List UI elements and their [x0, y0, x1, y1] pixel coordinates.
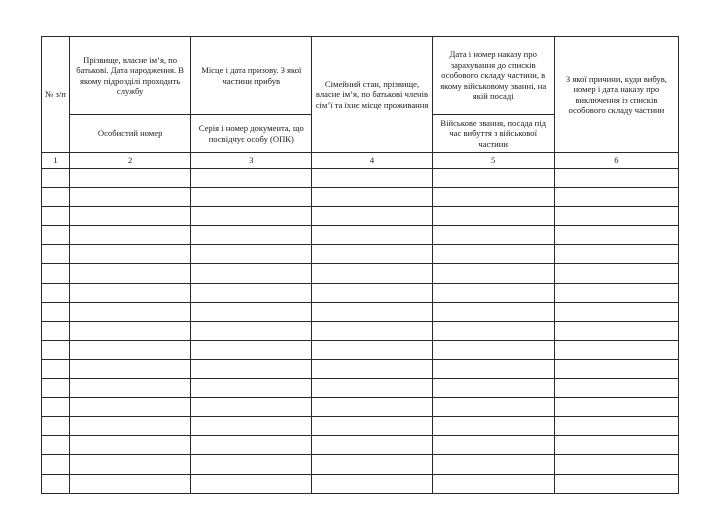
table-cell[interactable]: [312, 321, 432, 340]
table-cell[interactable]: [554, 226, 678, 245]
table-cell[interactable]: [42, 169, 70, 188]
table-cell[interactable]: [432, 359, 554, 378]
table-cell[interactable]: [42, 417, 70, 436]
table-cell[interactable]: [70, 455, 191, 474]
table-cell[interactable]: [312, 340, 432, 359]
table-cell[interactable]: [191, 245, 312, 264]
table-cell[interactable]: [554, 302, 678, 321]
table-cell[interactable]: [432, 436, 554, 455]
table-cell[interactable]: [554, 169, 678, 188]
table-cell[interactable]: [432, 245, 554, 264]
table-cell[interactable]: [191, 474, 312, 493]
table-cell[interactable]: [312, 417, 432, 436]
table-cell[interactable]: [554, 379, 678, 398]
table-cell[interactable]: [42, 302, 70, 321]
table-cell[interactable]: [42, 264, 70, 283]
table-row: [42, 283, 679, 302]
table-cell[interactable]: [191, 340, 312, 359]
column-number: 1: [42, 153, 70, 169]
table-cell[interactable]: [191, 169, 312, 188]
table-cell[interactable]: [554, 455, 678, 474]
table-cell[interactable]: [42, 474, 70, 493]
table-cell[interactable]: [191, 436, 312, 455]
table-cell[interactable]: [312, 398, 432, 417]
table-cell[interactable]: [554, 321, 678, 340]
table-cell[interactable]: [554, 340, 678, 359]
table-cell[interactable]: [70, 207, 191, 226]
table-cell[interactable]: [42, 455, 70, 474]
table-cell[interactable]: [42, 207, 70, 226]
table-cell[interactable]: [191, 264, 312, 283]
table-cell[interactable]: [70, 474, 191, 493]
column-number: 5: [432, 153, 554, 169]
table-cell[interactable]: [432, 302, 554, 321]
table-cell[interactable]: [432, 340, 554, 359]
table-cell[interactable]: [42, 398, 70, 417]
table-row: [42, 436, 679, 455]
table-cell[interactable]: [554, 417, 678, 436]
table-cell[interactable]: [312, 474, 432, 493]
table-cell[interactable]: [70, 417, 191, 436]
header-full-name: Прізвище, власне ім’я, по батькові. Дата народження. В якому підрозділі проходить службу: [70, 37, 191, 115]
table-row: [42, 245, 679, 264]
header-personal-number: Особистий номер: [70, 115, 191, 153]
table-cell[interactable]: [554, 283, 678, 302]
table-cell[interactable]: [42, 226, 70, 245]
table-cell[interactable]: [42, 245, 70, 264]
table-row: [42, 455, 679, 474]
table-cell[interactable]: [191, 379, 312, 398]
table-cell[interactable]: [554, 359, 678, 378]
table-cell[interactable]: [42, 321, 70, 340]
header-row-top: [42, 37, 679, 115]
register-table: [41, 36, 679, 494]
table-row: [42, 359, 679, 378]
table-cell[interactable]: [42, 436, 70, 455]
table-cell[interactable]: [554, 474, 678, 493]
table-cell[interactable]: [70, 283, 191, 302]
table-cell[interactable]: [42, 283, 70, 302]
table-row: [42, 340, 679, 359]
table-cell[interactable]: [70, 302, 191, 321]
table-cell[interactable]: [70, 359, 191, 378]
table-row: [42, 264, 679, 283]
table-cell[interactable]: [554, 188, 678, 207]
table-cell[interactable]: [312, 245, 432, 264]
table-cell[interactable]: [191, 398, 312, 417]
column-number: 6: [554, 153, 678, 169]
header-record-number: № з/п: [42, 37, 70, 153]
table-row: [42, 207, 679, 226]
table-cell[interactable]: [554, 264, 678, 283]
table-cell[interactable]: [432, 474, 554, 493]
table-cell[interactable]: [42, 379, 70, 398]
header-family-status: Сімейний стан, прізвище, власне ім’я, по батькові членів сім’ї та їхнє місце проживання: [312, 37, 432, 153]
table-row: [42, 226, 679, 245]
table-cell[interactable]: [432, 321, 554, 340]
table-row: [42, 474, 679, 493]
table-cell[interactable]: [191, 321, 312, 340]
table-cell[interactable]: [70, 264, 191, 283]
table-cell[interactable]: [70, 226, 191, 245]
table-cell[interactable]: [312, 169, 432, 188]
table-cell[interactable]: [432, 207, 554, 226]
table-cell[interactable]: [191, 226, 312, 245]
table-cell[interactable]: [191, 417, 312, 436]
table-cell[interactable]: [554, 245, 678, 264]
table-cell[interactable]: [42, 188, 70, 207]
table-cell[interactable]: [70, 169, 191, 188]
table-cell[interactable]: [432, 379, 554, 398]
table-cell[interactable]: [312, 188, 432, 207]
table-cell[interactable]: [312, 207, 432, 226]
table-cell[interactable]: [312, 283, 432, 302]
table-row: [42, 417, 679, 436]
table-cell[interactable]: [191, 207, 312, 226]
table-cell[interactable]: [42, 340, 70, 359]
table-cell[interactable]: [312, 455, 432, 474]
table-cell[interactable]: [191, 302, 312, 321]
table-cell[interactable]: [312, 302, 432, 321]
table-cell[interactable]: [432, 169, 554, 188]
table-cell[interactable]: [42, 359, 70, 378]
column-number: 3: [191, 153, 312, 169]
header-conscription: Місце і дата призову. З якої частини прибув: [191, 37, 312, 115]
table-row: [42, 302, 679, 321]
table-cell[interactable]: [70, 340, 191, 359]
table-cell[interactable]: [432, 226, 554, 245]
header-id-document: Серія і номер документа, що посвідчує особу (ОПК): [191, 115, 312, 153]
table-cell[interactable]: [554, 436, 678, 455]
column-number: 2: [70, 153, 191, 169]
table-cell[interactable]: [191, 283, 312, 302]
table-cell[interactable]: [70, 436, 191, 455]
table-cell[interactable]: [191, 359, 312, 378]
table-cell[interactable]: [432, 264, 554, 283]
table-cell[interactable]: [312, 436, 432, 455]
table-cell[interactable]: [70, 379, 191, 398]
table-cell[interactable]: [70, 188, 191, 207]
table-cell[interactable]: [554, 207, 678, 226]
table-row: [42, 321, 679, 340]
column-number: 4: [312, 153, 432, 169]
table-cell[interactable]: [432, 455, 554, 474]
table-cell[interactable]: [70, 321, 191, 340]
table-cell[interactable]: [70, 398, 191, 417]
column-number-row: [42, 153, 679, 169]
table-cell[interactable]: [432, 188, 554, 207]
table-cell[interactable]: [312, 226, 432, 245]
table-cell[interactable]: [191, 455, 312, 474]
header-enrollment-order: Дата і номер наказу про зарахування до списків особового складу частини, в якому військовому званні, на якій посаді: [432, 37, 554, 115]
table-row: [42, 379, 679, 398]
table-cell[interactable]: [312, 359, 432, 378]
table-row: [42, 188, 679, 207]
table-cell[interactable]: [432, 398, 554, 417]
table-row: [42, 169, 679, 188]
table-cell[interactable]: [70, 245, 191, 264]
table-row: [42, 398, 679, 417]
table-cell[interactable]: [554, 398, 678, 417]
header-rank-at-departure: Військове звання, посада під час вибуття з військової частини: [432, 115, 554, 153]
table-cell[interactable]: [312, 379, 432, 398]
table-cell[interactable]: [432, 417, 554, 436]
table-cell[interactable]: [312, 264, 432, 283]
table-cell[interactable]: [191, 188, 312, 207]
header-exclusion-reason: З якої причини, куди вибув, номер і дата наказу про виключення із списків особового складу частини: [554, 37, 678, 153]
table-cell[interactable]: [432, 283, 554, 302]
